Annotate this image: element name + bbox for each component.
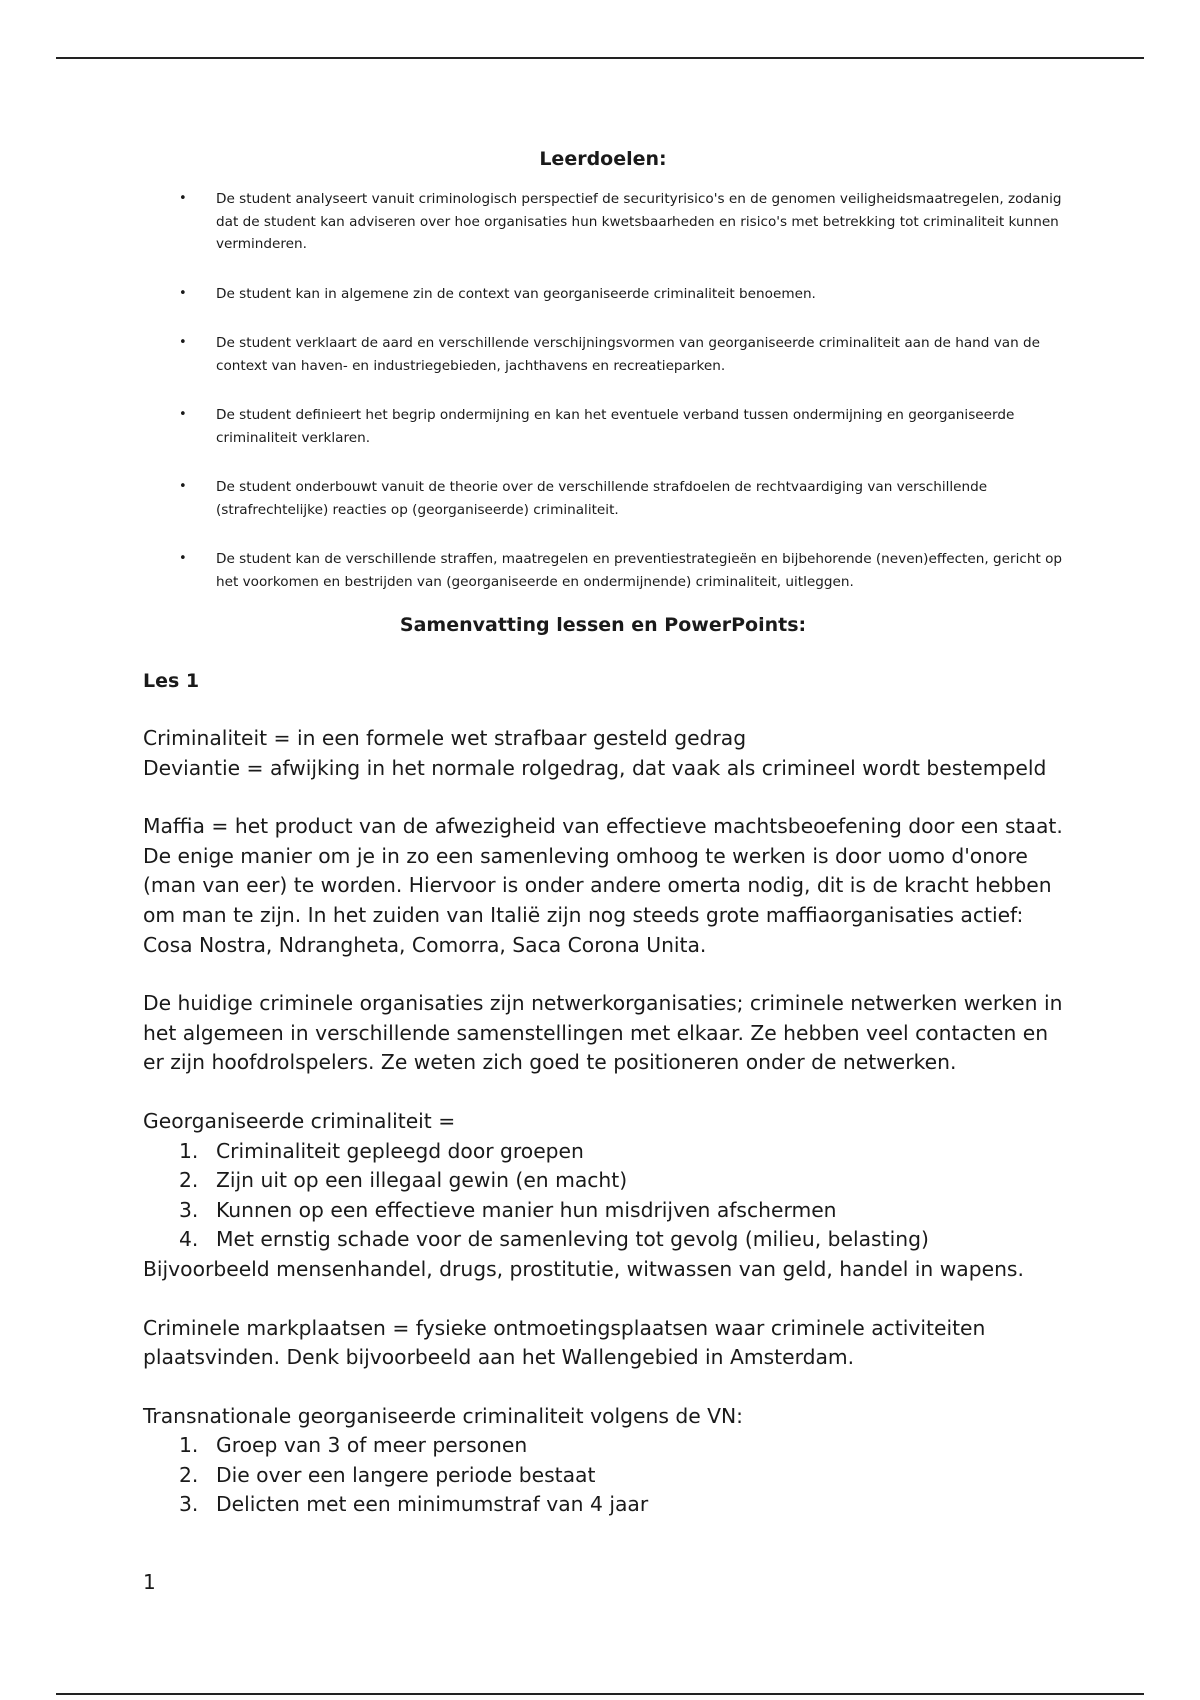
definition-criminaliteit: Criminaliteit = in een formele wet strafbaar gesteld gedrag: [143, 726, 747, 750]
list-text: Zijn uit op een illegaal gewin (en macht): [216, 1168, 628, 1193]
list-number: 1.: [179, 1138, 199, 1163]
georganiseerde-list: [143, 1137, 1063, 1255]
list-text: Groep van 3 of meer personen: [216, 1433, 528, 1458]
bullet-icon: •: [179, 479, 187, 494]
header-rule: [56, 57, 1144, 59]
list-text: Die over een langere periode bestaat: [216, 1462, 596, 1487]
page-number: 1: [143, 1570, 156, 1594]
list-number: 2.: [179, 1462, 199, 1487]
list-number: 3.: [179, 1197, 199, 1222]
paragraph-netwerk: De huidige criminele organisaties zijn netwerkorganisaties; criminele netwerken werken in het algemeen in verschillende samenstellingen met elkaar. Ze hebben veel contacten en er zijn hoofdrolspelers. Ze weten zich goed te positioneren onder de netwerken.: [143, 991, 1063, 1075]
list-number: 1.: [179, 1433, 199, 1458]
body-text: [143, 724, 1063, 1520]
list-text: Delicten met een minimumstraf van 4 jaar: [216, 1492, 649, 1517]
page-content: [143, 140, 1063, 1520]
bullet-icon: •: [179, 191, 187, 206]
vn-intro: Transnationale georganiseerde criminaliteit volgens de VN:: [143, 1403, 744, 1428]
goal-item: [143, 548, 1063, 593]
definition-deviantie: Deviantie = afwijking in het normale rolgedrag, dat vaak als crimineel wordt bestempeld: [143, 755, 1047, 780]
goal-item: [143, 404, 1063, 449]
goal-item: [143, 283, 1063, 306]
bullet-icon: •: [179, 407, 187, 422]
les-1-heading: Les 1: [143, 670, 200, 692]
list-text: Met ernstig schade voor de samenleving tot gevolg (milieu, belasting): [216, 1227, 929, 1252]
list-number: 3.: [179, 1492, 199, 1517]
list-item: [143, 1225, 1063, 1255]
samenvatting-heading: Samenvatting lessen en PowerPoints:: [399, 614, 807, 636]
goal-text: De student analyseert vanuit criminologisch perspectief de securityrisico's en de genomen veiligheidsmaatregelen, zodanig dat de student kan adviseren over hoe organisaties hun kwetsbaarheden en risico's met betrekking tot criminaliteit kunnen verminderen.: [216, 191, 1062, 252]
goals-list: [143, 188, 1063, 593]
bullet-icon: •: [179, 335, 187, 350]
paragraph-markplaatsen: Criminele markplaatsen = fysieke ontmoetingsplaatsen waar criminele activiteiten plaatsvinden. Denk bijvoorbeeld aan het Wallengebied in Amsterdam.: [143, 1315, 986, 1370]
list-item: [143, 1490, 1063, 1520]
list-item: [143, 1461, 1063, 1491]
list-number: 2.: [179, 1168, 199, 1193]
goal-text: De student definieert het begrip ondermijning en kan het eventuele verband tussen ondermijning en georganiseerde criminaliteit verklaren.: [216, 407, 1015, 446]
goal-item: [143, 188, 1063, 256]
georganiseerde-example: Bijvoorbeeld mensenhandel, drugs, prostitutie, witwassen van geld, handel in wapens.: [143, 1256, 1024, 1281]
list-item: [143, 1137, 1063, 1167]
paragraph-maffia: Maffia = het product van de afwezigheid van effectieve machtsbeoefening door een staat. De enige manier om je in zo een samenleving omhoog te werken is door uomo d'onore (man van eer) te worden. Hiervoor is onder andere omerta nodig, dit is de kracht hebben om man te zijn. In het zuiden van Italië zijn nog steeds grote maffiaorganisaties actief: Cosa Nostra, Ndrangheta, Comorra, Saca Corona Unita.: [143, 814, 1063, 957]
list-text: Criminaliteit gepleegd door groepen: [216, 1138, 584, 1163]
list-item: [143, 1431, 1063, 1461]
goal-item: [143, 476, 1063, 521]
list-item: [143, 1166, 1063, 1196]
georganiseerde-intro: Georganiseerde criminaliteit =: [143, 1108, 456, 1133]
goal-text: De student onderbouwt vanuit de theorie over de verschillende strafdoelen de rechtvaardiging van verschillende (strafrechtelijke) reacties op (georganiseerde) criminaliteit.: [216, 479, 988, 518]
footer-rule: [56, 1693, 1144, 1695]
list-item: [143, 1196, 1063, 1226]
goal-text: De student kan in algemene zin de context van georganiseerde criminaliteit benoemen.: [216, 285, 816, 302]
bullet-icon: •: [179, 551, 187, 566]
goal-text: De student verklaart de aard en verschillende verschijningsvormen van georganiseerde criminaliteit aan de hand van de context van haven- en industriegebieden, jachthavens en recreatieparken.: [216, 335, 1041, 374]
list-number: 4.: [179, 1227, 199, 1252]
vn-list: [143, 1431, 1063, 1520]
goal-text: De student kan de verschillende straffen, maatregelen en preventiestrategieën en bijbehorende (neven)effecten, gericht op het voorkomen en bestrijden van (georganiseerde en ondermijnende) criminaliteit, uitleggen.: [216, 551, 1063, 590]
goal-item: [143, 332, 1063, 377]
leerdoelen-heading: Leerdoelen:: [539, 148, 667, 170]
list-text: Kunnen op een effectieve manier hun misdrijven afschermen: [216, 1197, 837, 1222]
bullet-icon: •: [179, 285, 187, 301]
